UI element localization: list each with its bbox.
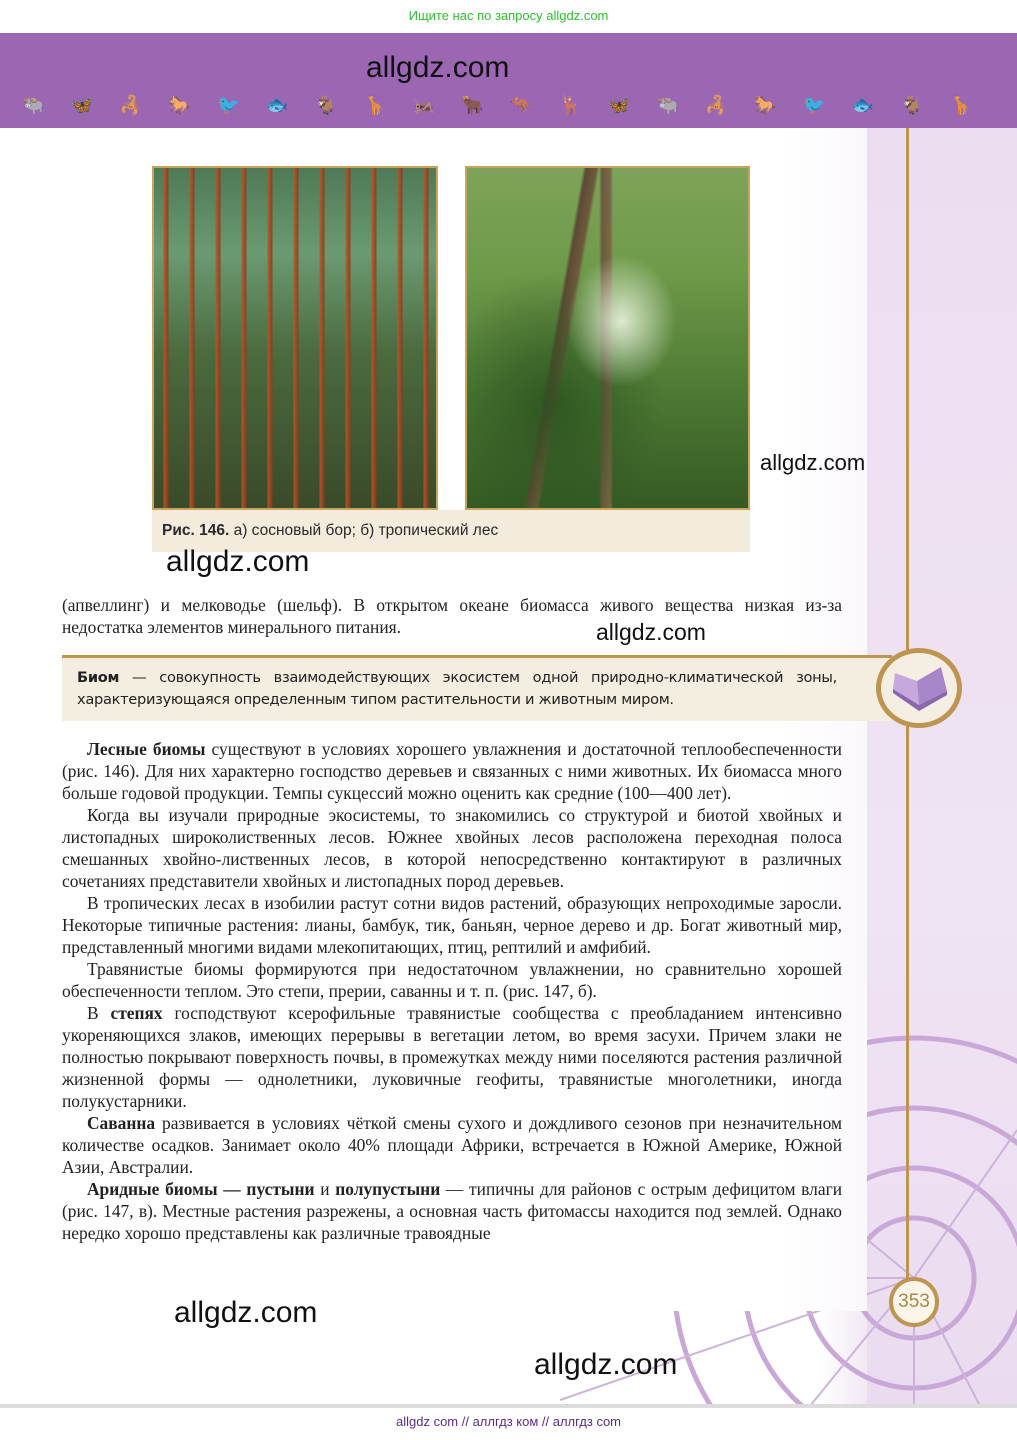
watermark: allgdz.com <box>534 1348 678 1381</box>
giraffe-icon: 🦒 <box>949 95 972 115</box>
butterfly-icon: 🦋 <box>607 95 631 115</box>
giraffe-icon: 🦒 <box>363 95 387 115</box>
horse-icon: 🐎 <box>754 95 777 115</box>
paragraph-savanna: Саванна развивается в условиях чёткой смены сухого и дождливого сезонов при незначительном количестве осадков. Занимает около 40% площади Африки, встречается в Южной Америке, Южной Азии, Австралии. <box>62 1113 842 1177</box>
intro-paragraph <box>62 594 842 638</box>
caption-label: Рис. 146. <box>162 522 230 539</box>
scorpion-icon: 🦂 <box>705 95 728 115</box>
paragraph-grass-biomes: Травянистые биомы формируются при недостаточном увлажнении, но сравнительно хорошей обеспеченности теплом. Это степи, прерии, саванны и т. п. (рис. 147, б). <box>62 959 842 1001</box>
bison-icon: 🐃 <box>22 95 45 115</box>
bison-icon: 🐃 <box>656 95 679 115</box>
animal-silhouette-row <box>22 91 972 119</box>
figure-image-pine-forest <box>152 166 438 510</box>
butterfly-icon: 🦋 <box>70 95 94 115</box>
fish-icon: 🐟 <box>266 95 289 115</box>
watermark: allgdz.com <box>596 619 706 645</box>
book-icon <box>881 653 957 723</box>
bird-icon: 🐦 <box>803 95 826 115</box>
watermark: allgdz.com <box>174 1296 318 1329</box>
watermark: allgdz.com <box>366 51 510 84</box>
footer-links: allgdz com // аллгдз ком // аллгдз com <box>0 1408 1017 1440</box>
search-banner: Ищите нас по запросу allgdz.com <box>408 8 609 23</box>
chapter-header-band <box>0 33 1017 128</box>
paragraph-forest-biomes: Лесные биомы существуют в условиях хорошего увлажнения и достаточной теплообеспеченности (рис. 146). Для них характерно господство деревьев и связанных с ними животных. Их биомасса много больше годовой продукции. Темпы сукцессий можно оценить как средние (100—400 лет). <box>62 739 842 803</box>
intro-text: (апвеллинг) и мелководье (шельф). В открытом океане биомасса живого вещества низкая из-за недостатка элементов минерального питания. <box>62 595 842 637</box>
definition-text: Биом — совокупность взаимодействующих экосистем одной природно-климатической зоны, характеризующаяся определенным типом растительности и животным миром. <box>77 669 837 708</box>
definition-badge <box>876 648 962 728</box>
definition-term: Биом <box>77 669 120 686</box>
fish-icon: 🐟 <box>851 95 875 115</box>
horse-icon: 🐎 <box>168 95 191 115</box>
figure-image-tropical-forest <box>465 166 750 510</box>
paragraph-arid-biomes: Аридные биомы — пустыни и полупустыни — типичны для районов с острым дефицитом влаги (рис. 147, в). Местные растения разрежены, а основная часть фитомассы находится под землей. Однако нередко хорошо представлены как различные травоядные <box>62 1179 843 1243</box>
caption-text: а) сосновый бор; б) тропический лес <box>229 522 499 539</box>
watermark: allgdz.com <box>760 450 866 475</box>
goat-icon: 🐐 <box>314 95 338 115</box>
kangaroo-icon: 🦘 <box>510 95 533 115</box>
bull-icon: 🐂 <box>461 95 484 115</box>
bird-icon: 🐦 <box>217 95 240 115</box>
page-number: 353 <box>889 1277 939 1327</box>
insect-icon: 🦗 <box>412 95 435 115</box>
paragraph-coniferous: Когда вы изучали природные экосистемы, то знакомились со структурой и биотой хвойных и листопадных широколиственных лесов. Южнее хвойных лесов расположена переходная полоса смешанных хвойно-лиственных лесов, в которой непосредственно контактируют в различных сочетаниях представители хвойных и листопадных пород деревьев. <box>62 805 842 891</box>
deer-icon: 🦌 <box>558 95 582 115</box>
paragraph-steppes: В степях господствуют ксерофильные травянистые сообщества с преобладанием интенсивно укореняющихся злаков, имеющих перерывы в вегетации летом, во время засухи. Причем злаки не полностью покрывают поверхность почвы, в промежутках между ними поселяются растения различной жизненной формы — однолетники, луковичные геофиты, травянистые многолетники, иногда полукустарники. <box>62 1003 842 1111</box>
body-text <box>62 738 842 1244</box>
goat-icon: 🐐 <box>900 95 924 115</box>
paragraph-tropical: В тропических лесах в изобилии растут сотни видов растений, образующих непроходимые заросли. Некоторые типичные растения: лианы, бамбук, тик, баньян, черное дерево и др. Богат животный мир, представленный многими видами млекопитающих, птиц, рептилий и амфибий. <box>62 893 842 957</box>
definition-box <box>62 655 892 721</box>
watermark: allgdz.com <box>166 545 310 578</box>
scorpion-icon: 🦂 <box>119 95 143 115</box>
